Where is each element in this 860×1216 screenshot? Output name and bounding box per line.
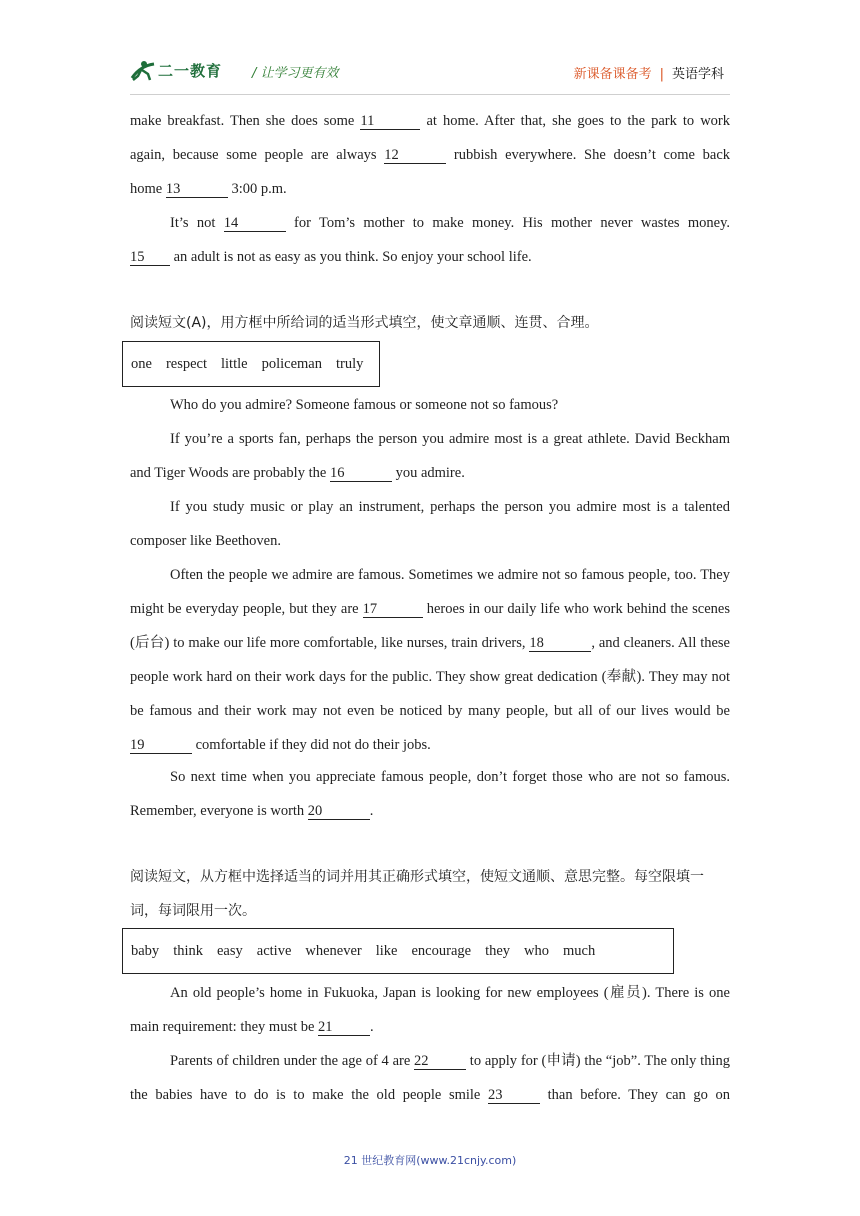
word-option: policeman: [261, 355, 322, 372]
word-option: whenever: [305, 942, 362, 959]
section-a-p3: If you study music or play an instrument, perhaps the person you admire most is a talented composer like Beethoven.: [130, 499, 730, 549]
word-option: encourage: [411, 942, 472, 959]
word-option: easy: [217, 942, 243, 959]
blank-23: 23: [488, 1087, 540, 1104]
subject-label: 英语学科: [671, 67, 724, 82]
brand-logo: [130, 58, 240, 84]
section-a-p4: [130, 558, 730, 762]
text-segment: an adult is not as easy as you think. So enjoy your school life.: [173, 249, 532, 265]
text-segment: rubbish everywhere. She doesn’t come back: [453, 147, 731, 163]
blank-15: 15: [130, 249, 170, 266]
blank-21: 21: [318, 1019, 370, 1036]
blank-17: 17: [363, 601, 423, 618]
word-option: baby: [131, 942, 160, 959]
text-segment: for Tom’s mother to make money. His mother never wastes money.: [294, 215, 731, 231]
blank-20: 20: [308, 803, 370, 820]
blank-19: 19: [130, 737, 192, 754]
page-footer: 21 世纪教育网(www.21cnjy.com): [343, 1154, 517, 1167]
word-option: who: [524, 942, 550, 959]
runner-logo-icon: [130, 58, 156, 84]
blank-18: 18: [529, 635, 591, 652]
text-segment: heroes in our daily life who work behind the scenes (后台) to make our life more comfortable, like nurses, train drivers,: [130, 601, 730, 651]
text-segment: It’s not: [170, 215, 216, 231]
text-segment: at home. After that, she goes to the park to work: [426, 113, 731, 129]
section-a-p2: [130, 422, 730, 490]
blank-14: 14: [224, 215, 286, 232]
text-segment: to apply for (申请) the “job”. The only thing the babies have to do is to make the old people smile: [130, 1053, 730, 1103]
slogan: / 让学习更有效: [252, 66, 339, 81]
text-segment: .: [370, 1019, 374, 1035]
word-option: one: [131, 355, 152, 372]
text-segment: than before. They can go on: [547, 1087, 730, 1103]
text-segment: make breakfast. Then she does some: [130, 113, 355, 129]
section-b-instruction: 阅读短文，从方框中选择适当的词并用其正确形式填空，使短文通顺、意思完整。每空限填一词，每词限用一次。: [130, 869, 704, 919]
passage-line-2: [130, 138, 730, 172]
page-header: [130, 52, 730, 92]
word-option: like: [375, 942, 398, 959]
word-option: they: [485, 942, 511, 959]
passage-line-3: [130, 172, 730, 206]
passage-line-5: [130, 240, 730, 274]
word-option: active: [256, 942, 292, 959]
course-label: 新课备课备考: [573, 67, 652, 82]
blank-11: 11: [360, 113, 420, 130]
blank-13: 13: [166, 181, 228, 198]
header-right: [574, 63, 724, 82]
text-segment: 3:00 p.m.: [231, 181, 287, 197]
word-box-b: [122, 928, 674, 974]
blank-16: 16: [330, 465, 392, 482]
word-box-a: [122, 341, 380, 387]
text-segment: .: [369, 803, 374, 819]
text-segment: An old people’s home in Fukuoka, Japan is looking for new employees (雇员). There is one main requirement: they must be: [130, 985, 730, 1035]
blank-12: 12: [384, 147, 446, 164]
word-option: think: [173, 942, 203, 959]
section-a-instruction: 阅读短文(A)，用方框中所给词的适当形式填空，使文章通顺、连贯、合理。: [130, 315, 599, 331]
passage-line-4: [130, 206, 730, 240]
section-a-p1: Who do you admire? Someone famous or someone not so famous?: [170, 397, 559, 413]
text-segment: you admire.: [395, 465, 465, 481]
word-option: truly: [336, 355, 364, 372]
passage-line-1: [130, 104, 730, 138]
blank-22: 22: [414, 1053, 466, 1070]
section-b-p1: [130, 976, 730, 1044]
text-segment: , and cleaners. All these people work hard on their work days for the public. They show great dedication (奉献). They may not be famous and their work may not even be noticed by many people, but all of our lives would be: [130, 635, 730, 719]
word-option: little: [221, 355, 248, 372]
text-segment: So next time when you appreciate famous people, don’t forget those who are not so famous. Remember, everyone is worth: [130, 769, 730, 819]
text-segment: home: [130, 181, 163, 197]
section-b-p2: [130, 1044, 730, 1112]
text-segment: again, because some people are always: [130, 147, 377, 163]
text-segment: Often the people we admire are famous. Sometimes we admire not so famous people, too. They might be everyday people, but they are: [130, 567, 730, 617]
text-segment: comfortable if they did not do their jobs.: [195, 737, 431, 753]
text-segment: Parents of children under the age of 4 are: [170, 1053, 411, 1069]
word-option: much: [563, 942, 596, 959]
text-segment: If you’re a sports fan, perhaps the person you admire most is a great athlete. David Beckham and Tiger Woods are probably the: [130, 431, 730, 481]
header-divider: [130, 94, 730, 95]
header-separator: |: [659, 67, 664, 82]
section-a-p5: [130, 760, 730, 828]
logo-text: 二一教育: [158, 62, 223, 80]
word-option: respect: [165, 355, 207, 372]
